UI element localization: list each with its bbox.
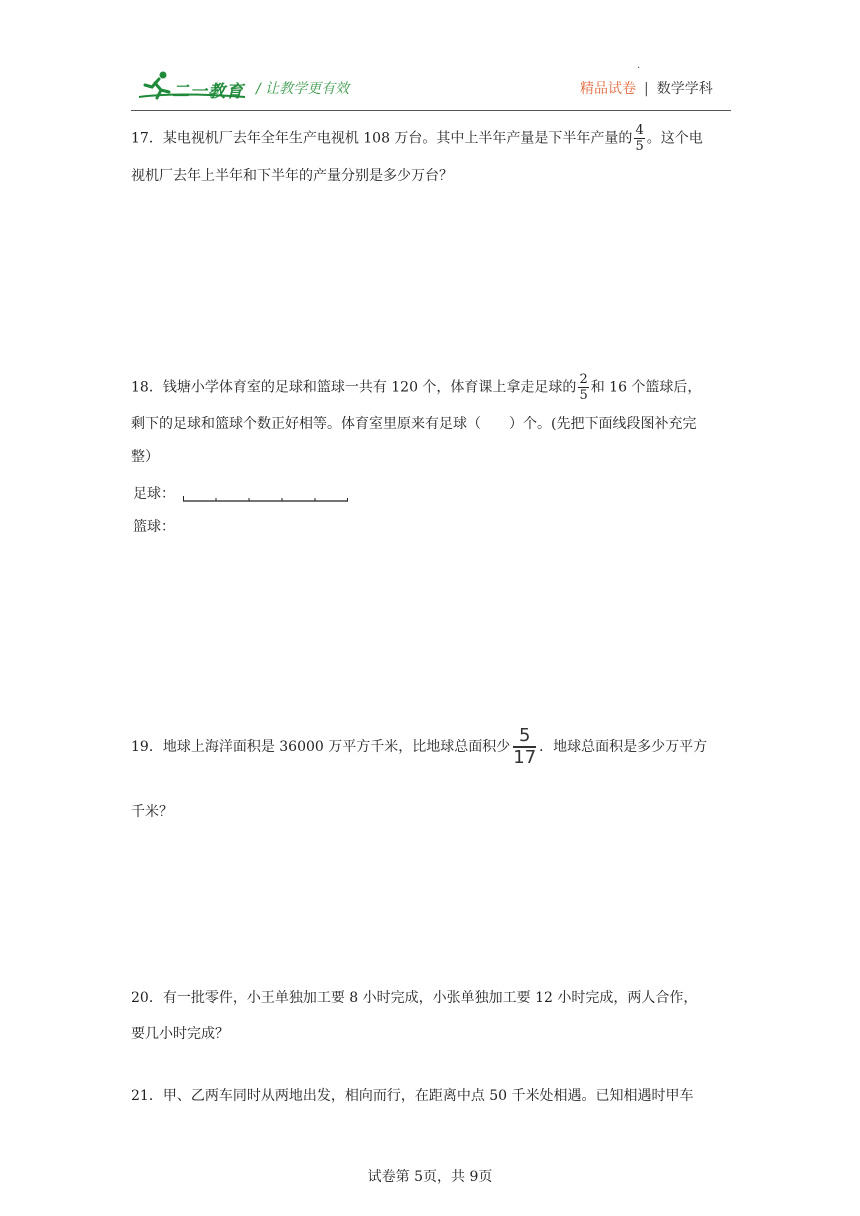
- football-label: 足球：: [133, 486, 175, 502]
- question-18-line-3: 整）: [131, 449, 159, 465]
- question-18-line-1: [131, 372, 701, 403]
- basketball-label: 篮球：: [133, 519, 175, 535]
- question-19-line-1: [131, 726, 707, 768]
- header-divider: [131, 110, 731, 111]
- q18-fraction: [578, 372, 588, 403]
- q17-fraction: [634, 123, 644, 154]
- brand-slogan: / 让教学更有效: [256, 81, 350, 97]
- brand-name: 二一教育: [172, 82, 244, 102]
- header-separator: |: [644, 81, 649, 97]
- q17-text-b: 。这个电: [646, 130, 703, 147]
- q19-text-b: ．地球总面积是多少万平方: [539, 739, 708, 755]
- header-subject: [580, 78, 713, 98]
- q17-frac-denominator: 5: [635, 139, 644, 154]
- q19-frac-numerator: 5: [513, 726, 536, 748]
- question-19-line-2: 千米？: [131, 804, 173, 820]
- q19-text-a: 19．地球上海洋面积是 36000 万平方千米，比地球总面积少: [131, 739, 511, 755]
- q18-frac-denominator: 5: [579, 388, 588, 403]
- q18-text-a: 18．钱塘小学体育室的足球和篮球一共有 120 个，体育课上拿走足球的: [131, 379, 577, 396]
- q19-fraction: [513, 726, 536, 768]
- question-21-line-1: 21．甲、乙两车同时从两地出发，相向而行，在距离中点 50 千米处相遇。已知相遇时甲车: [131, 1088, 694, 1104]
- q18-frac-numerator: 2: [579, 372, 588, 387]
- page-footer: 试卷第 5页，共 9页: [367, 1169, 493, 1185]
- question-20-line-2: 要几小时完成？: [131, 1026, 229, 1042]
- q17-frac-numerator: 4: [635, 123, 644, 138]
- header-dot: ·: [637, 63, 641, 74]
- question-18-line-2: 剩下的足球和篮球个数正好相等。体育室里原来有足球（ ）个。(先把下面线段图补充完: [131, 416, 697, 432]
- q17-text-a: 17．某电视机厂去年全年生产电视机 108 万台。其中上半年产量是下半年产量的: [131, 130, 633, 147]
- question-20-line-1: 20．有一批零件，小王单独加工要 8 小时完成，小张单独加工要 12 小时完成，两人合作，: [131, 990, 698, 1006]
- question-17-line-2: 视机厂去年上半年和下半年的产量分别是多少万台？: [131, 168, 453, 184]
- q18-text-b: 和 16 个篮球后，: [590, 379, 702, 396]
- header-subject-label: 数学学科: [656, 81, 713, 97]
- header-premium-label: 精品试卷: [580, 81, 636, 97]
- question-17-line-1: [131, 123, 703, 154]
- football-segment-diagram: [183, 496, 348, 502]
- q19-frac-denominator: 17: [513, 747, 537, 768]
